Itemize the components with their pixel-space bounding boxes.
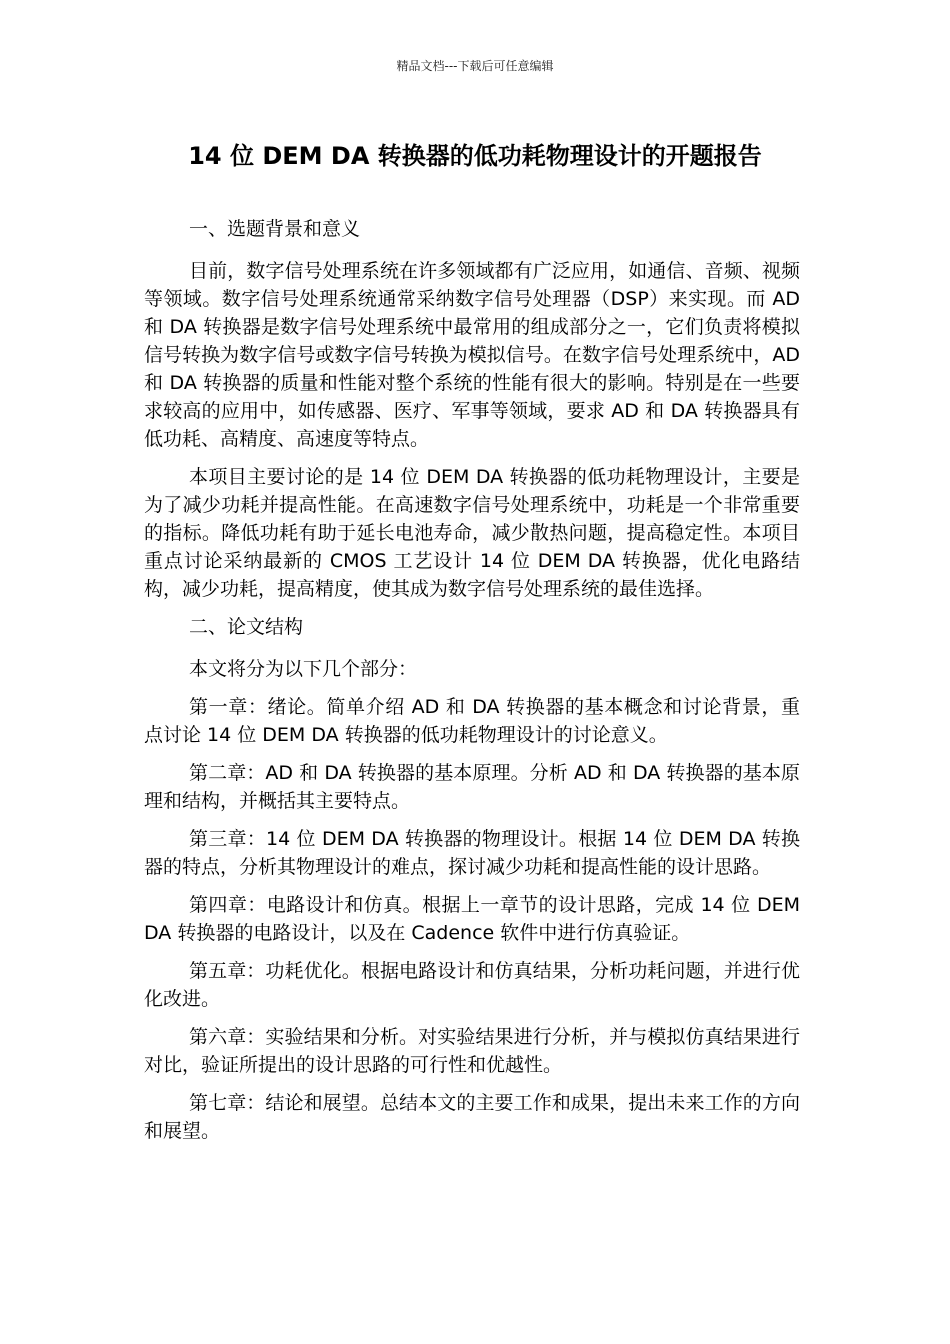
paragraph-background: 目前，数字信号处理系统在许多领域都有广泛应用，如通信、音频、视频等领域。数字信号处理系统通常采纳数字信号处理器（DSP）来实现。而 AD 和 DA 转换器是数字信号处理系统中最常用的组成部分之一，它们负责将模拟信号转换为数字信号或数字信号转换为模拟信号。在数字信号处理系统中，AD 和 DA 转换器的质量和性能对整个系统的性能有很大的影响。特别是在一些要求较高的应用中，如传感器、医疗、军事等领域，要求 AD 和 DA 转换器具有低功耗、高精度、高速度等特点。 (144, 260, 800, 450)
document-title: 14 位 DEM DA 转换器的低功耗物理设计的开题报告 (188, 142, 762, 170)
section-heading-structure: 二、论文结构 (189, 616, 304, 638)
chapter-item: 第六章：实验结果和分析。对实验结果进行分析，并与模拟仿真结果进行对比，验证所提出的设计思路的可行性和优越性。 (144, 1026, 800, 1076)
chapter-item: 第五章：功耗优化。根据电路设计和仿真结果，分析功耗问题，并进行优化改进。 (144, 960, 800, 1010)
paragraph-project: 本项目主要讨论的是 14 位 DEM DA 转换器的低功耗物理设计，主要是为了减少功耗并提高性能。在高速数字信号处理系统中，功耗是一个非常重要的指标。降低功耗有助于延长电池寿命，减少散热问题，提高稳定性。本项目重点讨论采纳最新的 CMOS 工艺设计 14 位 DEM DA 转换器，优化电路结构，减少功耗，提高精度，使其成为数字信号处理系统的最佳选择。 (144, 466, 800, 600)
chapter-item: 第一章：绪论。简单介绍 AD 和 DA 转换器的基本概念和讨论背景，重点讨论 14 位 DEM DA 转换器的低功耗物理设计的讨论意义。 (144, 696, 800, 746)
chapter-item: 第三章：14 位 DEM DA 转换器的物理设计。根据 14 位 DEM DA 转换器的特点，分析其物理设计的难点，探讨减少功耗和提高性能的设计思路。 (144, 828, 800, 878)
page-header: 精品文档---下载后可任意编辑 (396, 59, 554, 73)
chapter-item: 第七章：结论和展望。总结本文的主要工作和成果，提出未来工作的方向和展望。 (144, 1092, 800, 1142)
structure-intro: 本文将分为以下几个部分： (189, 658, 418, 680)
chapter-item: 第四章：电路设计和仿真。根据上一章节的设计思路，完成 14 位 DEM DA 转换器的电路设计，以及在 Cadence 软件中进行仿真验证。 (144, 894, 800, 944)
chapter-item: 第二章：AD 和 DA 转换器的基本原理。分析 AD 和 DA 转换器的基本原理和结构，并概括其主要特点。 (144, 762, 800, 812)
section-heading-background: 一、选题背景和意义 (189, 218, 361, 240)
document-body (144, 215, 800, 1155)
